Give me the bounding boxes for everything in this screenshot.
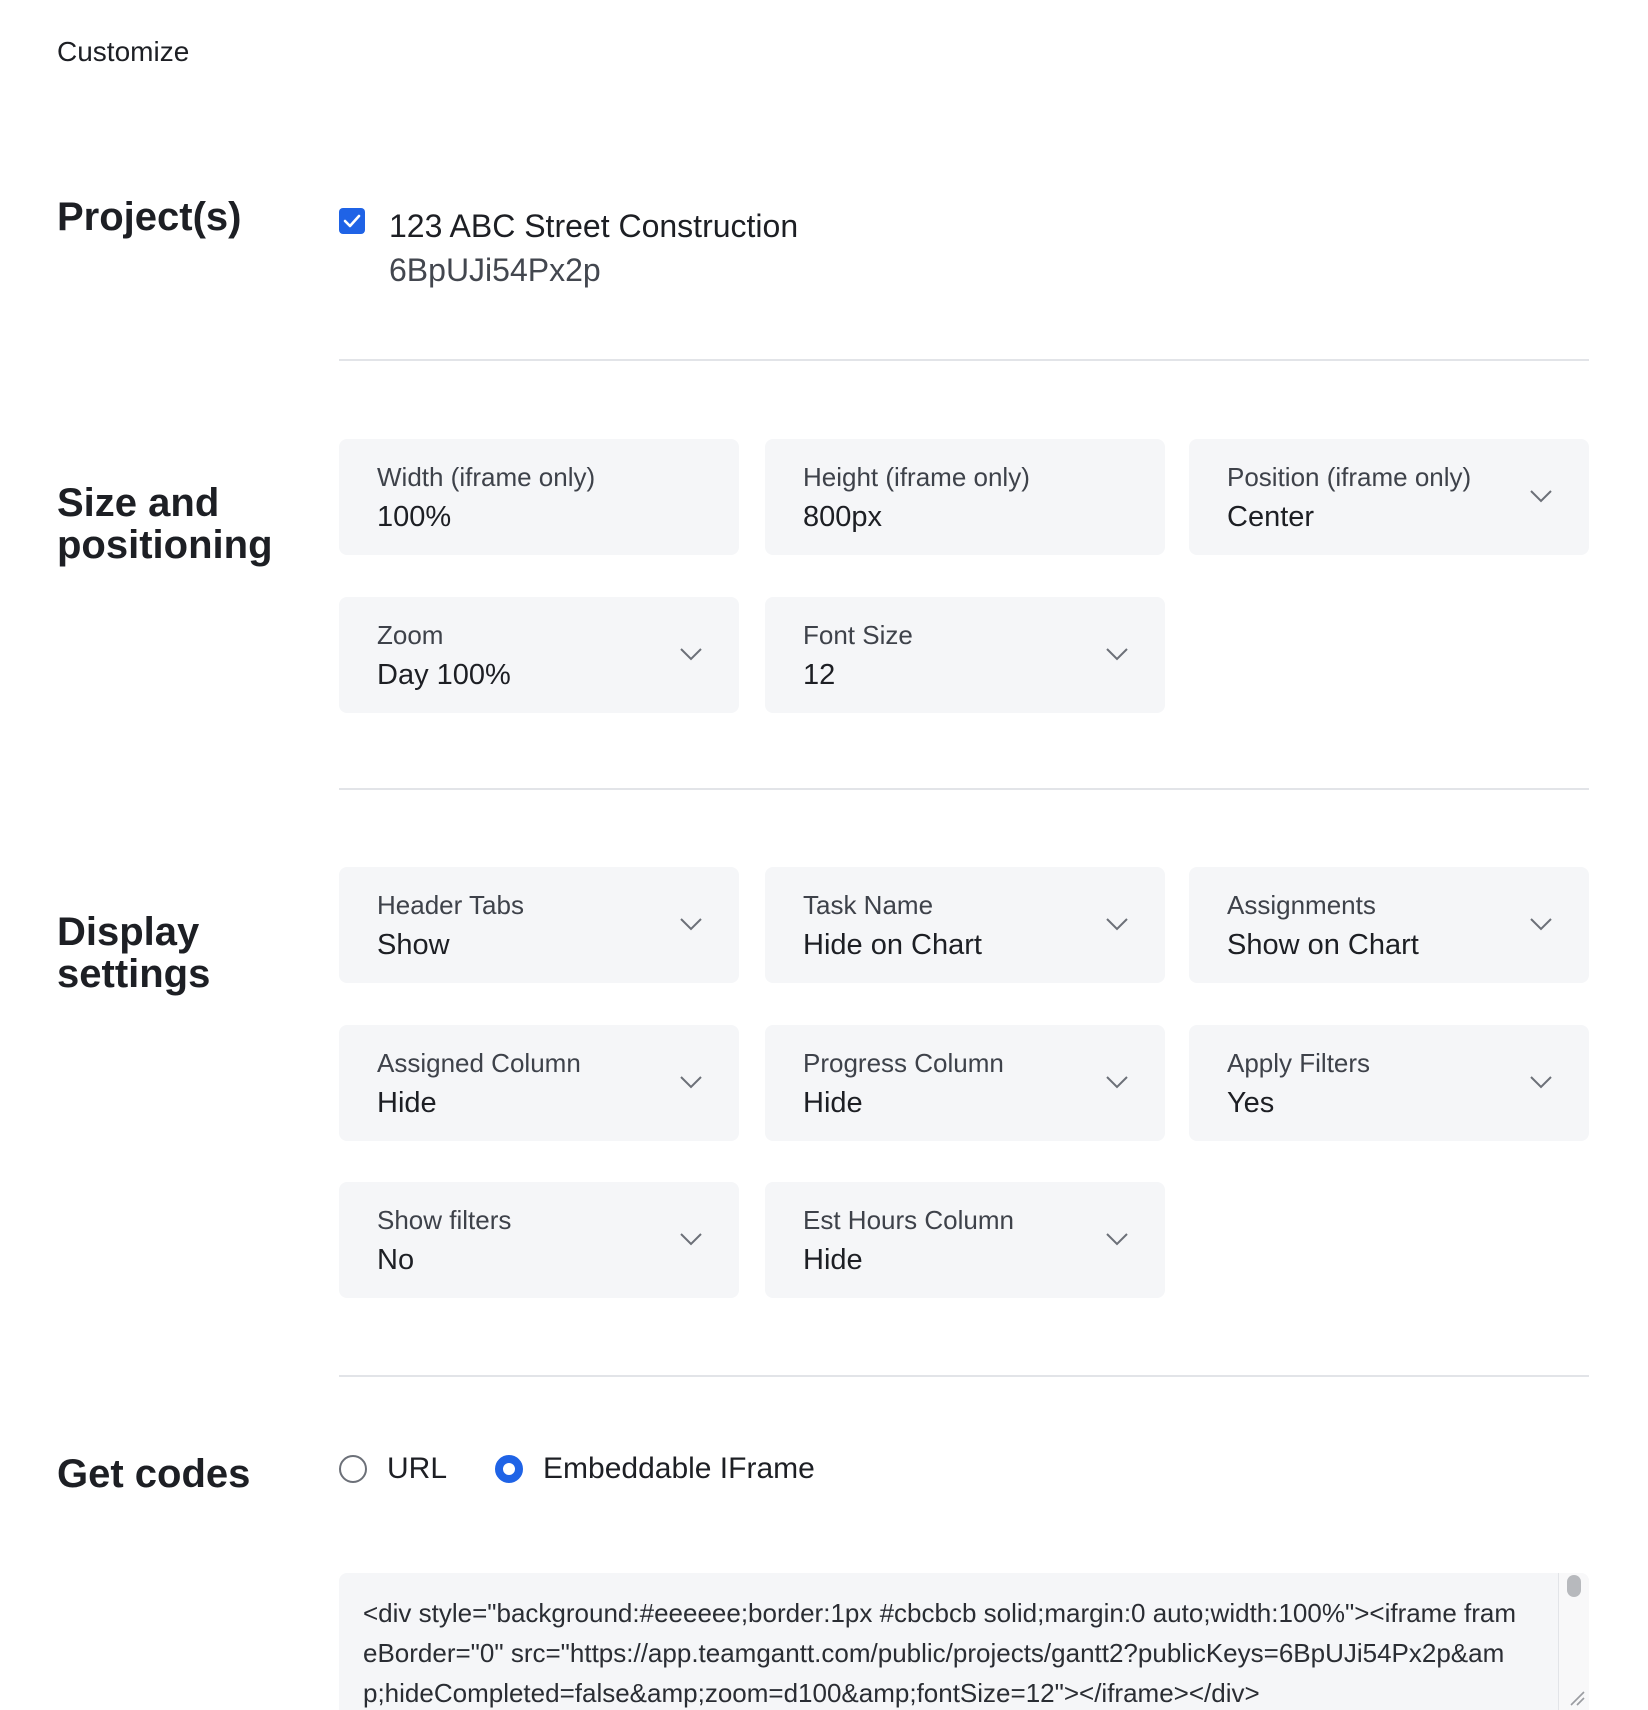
est-hours-column-select-label: Est Hours Column <box>803 1205 1014 1235</box>
chevron-down-icon <box>679 1075 703 1089</box>
width-field-value[interactable]: 100% <box>377 501 452 533</box>
assigned-column-select-value: Hide <box>377 1087 437 1119</box>
apply-filters-select-value: Yes <box>1227 1087 1275 1119</box>
font-size-select-label: Font Size <box>803 620 913 650</box>
task-name-select[interactable] <box>765 867 1165 983</box>
assigned-column-select[interactable] <box>339 1025 739 1141</box>
chevron-down-icon <box>1529 917 1553 931</box>
zoom-select[interactable] <box>339 597 739 713</box>
header-tabs-select-value: Show <box>377 929 450 961</box>
apply-filters-select-label: Apply Filters <box>1227 1048 1371 1078</box>
show-filters-select-label: Show filters <box>377 1205 512 1235</box>
code-scrollbar-thumb[interactable] <box>1567 1575 1581 1597</box>
resize-grip-icon[interactable] <box>1567 1688 1585 1706</box>
project-id: 6BpUJi54Px2p <box>389 252 601 288</box>
projects-section-title: Project(s) <box>57 195 242 239</box>
chevron-down-icon <box>1105 917 1129 931</box>
progress-column-select-value: Hide <box>803 1087 863 1119</box>
project-checkbox[interactable] <box>339 208 365 234</box>
show-filters-select[interactable] <box>339 1182 739 1298</box>
show-filters-select-value: No <box>377 1244 415 1276</box>
chevron-down-icon <box>1529 489 1553 503</box>
chevron-down-icon <box>679 917 703 931</box>
est-hours-column-select-value: Hide <box>803 1244 863 1276</box>
display-section-title: Display settings <box>57 910 211 996</box>
url-radio[interactable] <box>339 1455 367 1483</box>
width-field-label: Width (iframe only) <box>377 462 596 492</box>
chevron-down-icon <box>679 647 703 661</box>
header-tabs-select-label: Header Tabs <box>377 890 524 920</box>
zoom-select-label: Zoom <box>377 620 444 650</box>
assignments-select[interactable] <box>1189 867 1589 983</box>
check-icon <box>343 214 361 228</box>
height-field[interactable] <box>765 439 1165 555</box>
height-field-value[interactable]: 800px <box>803 501 883 533</box>
chevron-down-icon <box>1529 1075 1553 1089</box>
task-name-select-value: Hide on Chart <box>803 929 982 961</box>
divider <box>339 359 1589 361</box>
code-type-radio-group <box>339 1452 863 1486</box>
font-size-select-value: 12 <box>803 659 836 691</box>
assignments-select-value: Show on Chart <box>1227 929 1419 961</box>
font-size-select[interactable] <box>765 597 1165 713</box>
task-name-select-label: Task Name <box>803 890 934 920</box>
header-tabs-select[interactable] <box>339 867 739 983</box>
assignments-select-label: Assignments <box>1227 890 1376 920</box>
url-radio-label: URL <box>387 1452 448 1485</box>
progress-column-select-label: Progress Column <box>803 1048 1004 1078</box>
chevron-down-icon <box>1105 647 1129 661</box>
est-hours-column-select[interactable] <box>765 1182 1165 1298</box>
page-title: Customize <box>57 36 190 67</box>
embed-code-text: <div style="background:#eeeeee;border:1px #cbcbcb solid;margin:0 auto;width:100%"><iframe frameBorder="0" src="https://app.teamgantt.com/public/projects/gantt2?publicKeys=6BpUJi54Px2p&amp;hideCompleted=false&amp;zoom=d100&amp;fontSize=12"></iframe></div> <box>363 1598 1517 1708</box>
radio-option-iframe[interactable] <box>495 1452 815 1486</box>
apply-filters-select[interactable] <box>1189 1025 1589 1141</box>
height-field-label: Height (iframe only) <box>803 462 1030 492</box>
project-name: 123 ABC Street Construction <box>389 208 799 244</box>
size-section-title: Size and positioning <box>57 481 273 567</box>
radio-option-url[interactable] <box>339 1452 447 1486</box>
chevron-down-icon <box>679 1232 703 1246</box>
zoom-select-value: Day 100% <box>377 659 511 691</box>
iframe-radio-label: Embeddable IFrame <box>543 1452 815 1485</box>
divider <box>339 788 1589 790</box>
iframe-radio[interactable] <box>495 1455 523 1483</box>
position-select[interactable] <box>1189 439 1589 555</box>
chevron-down-icon <box>1105 1232 1129 1246</box>
position-select-value: Center <box>1227 501 1315 533</box>
position-select-label: Position (iframe only) <box>1227 462 1472 492</box>
assigned-column-select-label: Assigned Column <box>377 1048 581 1078</box>
codes-section-title: Get codes <box>57 1452 251 1496</box>
project-item[interactable] <box>339 206 798 290</box>
chevron-down-icon <box>1105 1075 1129 1089</box>
divider <box>339 1375 1589 1377</box>
embed-code-textarea[interactable] <box>339 1573 1589 1710</box>
width-field[interactable] <box>339 439 739 555</box>
progress-column-select[interactable] <box>765 1025 1165 1141</box>
